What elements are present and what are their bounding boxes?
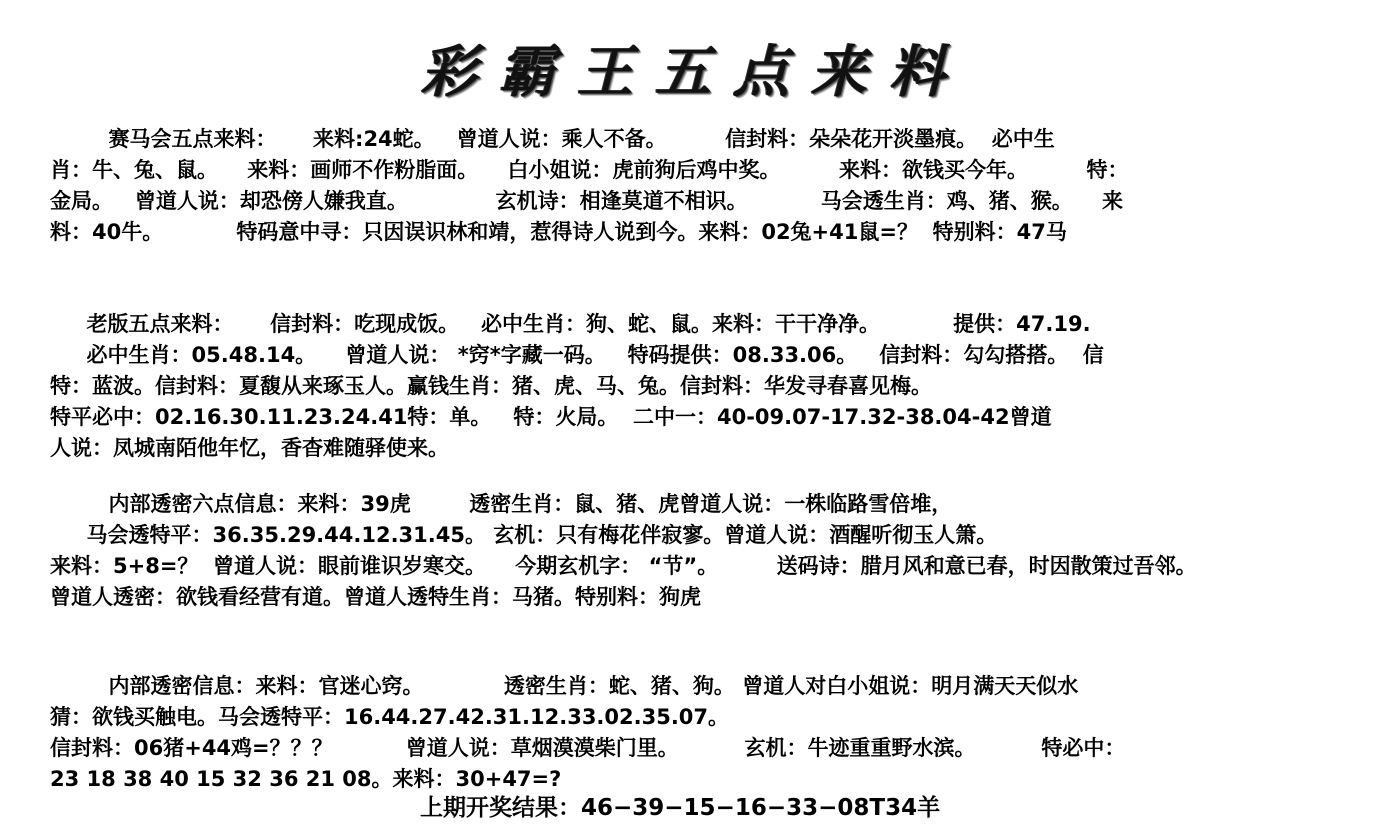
- section-4-line-2: 猜：欲钱买触电。马会透特平：16.44.27.42.31.12.33.02.35.07。: [50, 705, 730, 729]
- section-4-line-3: 信封料：06猪+44鸡=？？？ 曾道人说：草烟漠漠柴门里。 玄机：牛迹重重野水滨。 特必中：: [50, 736, 1126, 760]
- section-1-line-2: 肖：牛、兔、鼠。 来料：画师不作粉脂面。 白小姐说：虎前狗后鸡中奖。 来料：欲钱买今年。 特：: [50, 158, 1129, 182]
- section-2-line-3: 特：蓝波。信封料：夏馥从来琢玉人。赢钱生肖：猪、虎、马、兔。信封料：华发寻春喜见梅。: [50, 374, 932, 398]
- section-1-line-1: 赛马会五点来料： 来料:24蛇。 曾道人说：乘人不备。 信封料：朵朵花开淡墨痕。 必中生: [50, 127, 1055, 151]
- section-2-line-2: 必中生肖：05.48.14。 曾道人说： *窍*字藏一码。 特码提供：08.33.06。 信封料：勾勾搭搭。 信: [50, 343, 1104, 367]
- section-3-line-4: 曾道人透密：欲钱看经营有道。曾道人透特生肖：马猪。特别料：狗虎: [50, 585, 701, 609]
- last-draw-result: 上期开奖结果：46−39−15−16−33−08T34羊: [420, 795, 941, 821]
- section-3-line-2: 马会透特平：36.35.29.44.12.31.45。 玄机：只有梅花伴寂寥。曾道人说：酒醒听彻玉人箫。: [50, 523, 998, 547]
- section-3-line-3: 来料：5+8=？ 曾道人说：眼前谁识岁寒交。 今期玄机字： “节”。 送码诗：腊月风和意已春，时因散策过吾邻。: [50, 554, 1197, 578]
- section-1-line-3: 金局。 曾道人说：却恐傍人嫌我直。 玄机诗：相逢莫道不相识。 马会透生肖：鸡、猪、猴。 来: [50, 189, 1124, 213]
- section-2-line-1: 老版五点来料： 信封料：吃现成饭。 必中生肖：狗、蛇、鼠。来料：干干净净。 提供：47.19.: [50, 312, 1091, 336]
- section-4-line-1: 内部透密信息：来料：官迷心窍。 透密生肖：蛇、猪、狗。 曾道人对白小姐说：明月满天天似水: [50, 674, 1079, 698]
- section-1-line-4: 料：40牛。 特码意中寻：只因误识林和靖，惹得诗人说到今。来料：02兔+41鼠=？ 特别料：47马: [50, 220, 1067, 244]
- section-2-line-4: 特平必中：02.16.30.11.23.24.41特：单。 特：火局。 二中一：40-09.07-17.32-38.04-42曾道: [50, 405, 1052, 429]
- section-3-line-1: 内部透密六点信息：来料：39虎 透密生肖：鼠、猪、虎曾道人说：一株临路雪倍堆，: [50, 492, 953, 516]
- section-2-line-5: 人说：凤城南陌他年忆，香杳难随驿使来。: [50, 436, 449, 460]
- page-title: 彩霸王五点来料: [421, 39, 967, 105]
- section-4-line-4: 23 18 38 40 15 32 36 21 08。来料：30+47=?: [50, 767, 562, 791]
